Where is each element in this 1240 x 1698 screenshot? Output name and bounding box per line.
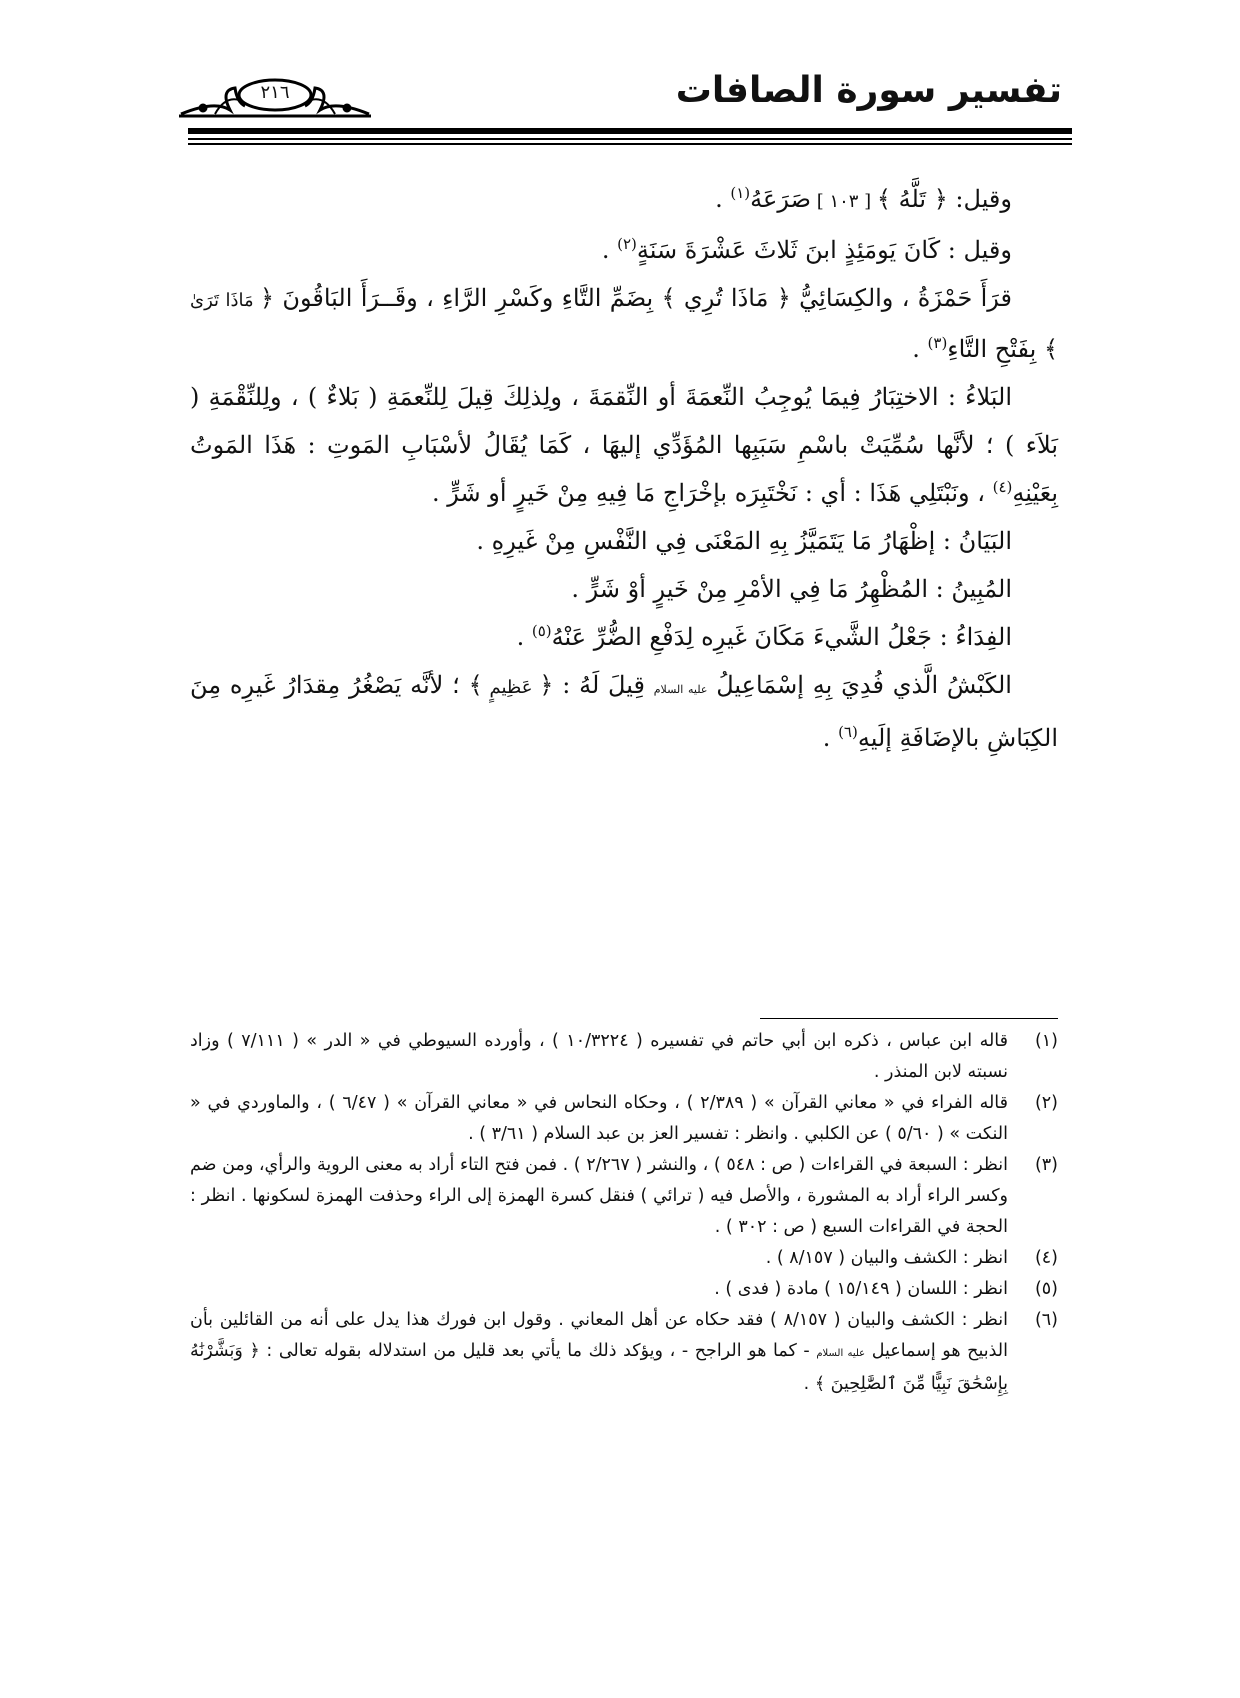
- footnote-number: (٣): [1034, 1155, 1058, 1175]
- footnote-text: انظر : الكشف والبيان ( ٨/١٥٧ ) فقد حكاه عن أهل المعاني . وقول ابن فورك هذا يدل على أنه من القائلين بأن الذبيح هو إسماعيل: [190, 1310, 1008, 1361]
- quran-bracket-open: ﴿: [539, 671, 554, 699]
- quran-bracket-close: ﴾: [876, 185, 891, 213]
- footnote-text: انظر : اللسان ( ١٥/١٤٩ ) مادة ( فدى ) .: [714, 1279, 1008, 1299]
- footnote-number: (٥): [1034, 1279, 1058, 1299]
- paragraph-2: [190, 226, 1058, 274]
- text: قرَأَ حَمْزَةُ ، والكِسَائِيُّ: [790, 284, 1012, 312]
- footnote-text: انظر : السبعة في القراءات ( ص : ٥٤٨ ) ، والنشر ( ٢/٢٦٧ ) . فمن فتح التاء أراد به معنى الروية والرأي، ومن ضم وكسر الراء أراد به المشورة ، والأصل فيه ( ترائي ) فنقل كسرة الهمزة إلى الراء وحذفت الهمزة لسكونها . انظر : الحجة في القراءات السبع ( ص : ٣٠٢ ) .: [190, 1155, 1009, 1237]
- text: الفِدَاءُ : جَعْلُ الشَّيءَ مَكَانَ غَيرِه لِدَفْعِ الضُّرِّ عَنْهُ: [551, 623, 1012, 651]
- footnote-number: (٦): [1034, 1310, 1058, 1330]
- footnote-number: (١): [1034, 1031, 1058, 1051]
- text: صَرَعَهُ: [750, 185, 811, 213]
- quran-bracket-close: ﴾: [661, 284, 676, 312]
- quran-bracket-close: ﴾: [468, 671, 483, 699]
- footnote-2: [190, 1088, 1058, 1150]
- footnote-1: [190, 1026, 1058, 1088]
- footnote-marker: (٣): [927, 334, 948, 352]
- text: ؛ لأنَّه يَصْغُرُ مِقدَارُ غَيرِه مِنَ الكِبَاشِ بالإضَافَةِ إلَيهِ: [190, 671, 1058, 752]
- paragraph-3: [190, 274, 1058, 373]
- footnote-3: [190, 1150, 1058, 1243]
- footnotes: [190, 1026, 1058, 1400]
- footnote-4: [190, 1243, 1058, 1274]
- footnote-marker: (١): [730, 184, 751, 202]
- quran-bracket-open: ﴿: [933, 185, 948, 213]
- quran-text: وَبَشَّرْنَٰهُ بِإِسْحَٰقَ نَبِيًّا مِّنَ ٱلصَّٰلِحِينَ: [190, 1341, 1008, 1394]
- footnote-6: [190, 1305, 1058, 1400]
- text: .: [516, 623, 532, 651]
- text: ، ونَبْتَلِي هَذَا : أي : نَخْتَبِرَه بإخْرَاجِ مَا فِيهِ مِنْ خَيرٍ أو شَرٍّ .: [432, 479, 993, 507]
- text: البَلاءُ : الاختِبَارُ فِيمَا يُوجِبُ النِّعمَةَ أو النِّقمَةَ ، ولِذلِكَ قِيلَ لِلنِّعمَةِ ( بَلاءٌ ) ، ولِلنِّقْمَةِ ( بَلاَء ) ؛ لأنَّها سُمِّيَتْ باسْمِ سَبَبِها المُؤَدِّي إليهَا ، كَمَا يُقَالُ لأسْبَابِ المَوتِ : هَذَا المَوتُ بِعَيْنِهِ: [190, 383, 1058, 507]
- quran-text: تَلَّهُ: [890, 185, 934, 213]
- quran-bracket-open: ﴿: [249, 1341, 260, 1361]
- footnote-marker: (٢): [617, 235, 637, 253]
- header-rule-thin-2: [188, 143, 1072, 145]
- text: الكَبْشُ الَّذي فُدِيَ بِهِ إسْمَاعِيلُ: [707, 671, 1012, 699]
- salutation-glyph: عليه السلام: [816, 1348, 866, 1359]
- footnote-number: (٤): [1034, 1248, 1058, 1268]
- text: .: [822, 724, 839, 752]
- text: وقيل:: [947, 185, 1012, 213]
- footnote-marker: (٤): [992, 478, 1013, 496]
- text: وقيل : كَانَ يَومَئِذٍ ابنَ ثَلاثَ عَشْرَةَ سَنَةٍ: [636, 236, 1012, 264]
- text: .: [601, 236, 618, 264]
- footnote-text: قاله الفراء في « معاني القرآن » ( ٢/٣٨٩ ) ، وحكاه النحاس في « معاني القرآن » ( ٦/٤٧ ) ، والماوردي في « النكت » ( ٥/٦٠ ) عن الكلبي . وانظر : تفسير العز بن عبد السلام ( ٣/٦١ ) .: [190, 1093, 1009, 1144]
- quran-bracket-close: ﴾: [814, 1374, 826, 1394]
- footnote-number: (٢): [1034, 1093, 1058, 1113]
- verse-reference: [ ١٠٣ ]: [810, 191, 877, 212]
- quran-text: عَظِيمٍ: [482, 677, 540, 698]
- paragraph-8: [190, 661, 1058, 762]
- text: .: [715, 185, 731, 213]
- footnote-text: - كما هو الراجح - ، ويؤكد ذلك ما يأتي بعد قليل من استدلاله بقوله تعالى :: [259, 1341, 817, 1361]
- footnote-marker: (٥): [531, 622, 552, 640]
- page-title: تفسير سورة الصافات: [675, 70, 1062, 111]
- quran-bracket-open: ﴿: [260, 284, 275, 312]
- page-number: ٢١٦: [260, 82, 290, 103]
- quran-bracket-open: ﴿: [776, 284, 791, 312]
- quran-text: مَاذَا تَرَىٰ: [190, 290, 260, 311]
- text: قِيلَ لَهُ :: [553, 671, 654, 699]
- header-rule-thick: [188, 128, 1072, 134]
- quran-bracket-close: ﴾: [1043, 335, 1058, 363]
- paragraph-6: المُبِينُ : المُظْهِرُ مَا فِي الأمْرِ مِنْ خَيرٍ أوْ شَرٍّ .: [571, 575, 1012, 603]
- header-rule-thin: [188, 138, 1072, 140]
- paragraph-4: [190, 373, 1058, 517]
- salutation-glyph: عليه السلام: [653, 683, 708, 696]
- footnote-divider: [760, 1018, 1058, 1019]
- footnote-text: قاله ابن عباس ، ذكره ابن أبي حاتم في تفسيره ( ١٠/٣٢٢٤ ) ، وأورده السيوطي في « الدر » ( ٧/١١١ ) وزاد نسبته لابن المنذر .: [190, 1031, 1008, 1082]
- paragraph-5: البَيَانُ : إظْهَارُ مَا يَتَمَيَّزُ بِهِ المَعْنَى فِي النَّفْسِ مِنْ غَيرِهِ .: [476, 527, 1012, 555]
- footnote-5: [190, 1274, 1058, 1305]
- main-text: [190, 175, 1058, 762]
- text: بِفَتْحِ التَّاءِ: [947, 335, 1044, 363]
- text: بِضَمِّ التَّاءِ وكَسْرِ الرَّاءِ ، وقَــرَأَ البَاقُونَ: [274, 284, 662, 312]
- paragraph-7: [190, 613, 1058, 661]
- paragraph-1: [190, 175, 1058, 226]
- quran-text: مَاذَا تُرِي: [675, 284, 777, 312]
- footnote-marker: (٦): [838, 723, 858, 741]
- footnote-text: انظر : الكشف والبيان ( ٨/١٥٧ ) .: [765, 1248, 1008, 1268]
- footnote-text: .: [803, 1374, 815, 1394]
- text: .: [912, 335, 928, 363]
